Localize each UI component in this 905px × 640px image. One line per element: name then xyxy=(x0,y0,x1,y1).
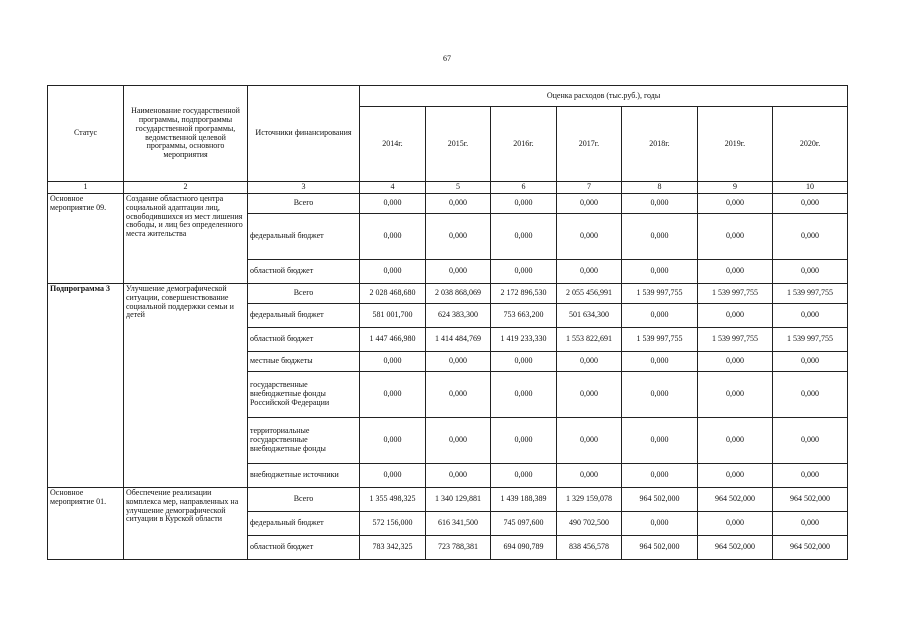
expense-value-cell: 1 340 129,881 xyxy=(426,488,491,512)
expense-value-cell: 0,000 xyxy=(698,464,773,488)
expense-value-cell: 0,000 xyxy=(360,194,426,214)
expense-value-cell: 501 634,300 xyxy=(557,304,622,328)
expense-value-cell: 1 539 997,755 xyxy=(622,284,698,304)
expense-value-cell: 838 456,578 xyxy=(557,536,622,560)
expense-value-cell: 0,000 xyxy=(773,352,848,372)
column-numbers-row xyxy=(48,182,848,194)
expense-value-cell: 0,000 xyxy=(773,372,848,418)
header-year: 2019г. xyxy=(698,107,773,182)
header-name: Наименование государственной программы, подпрограммы государственной программы, ведомственной целевой программы, основного мероприятия xyxy=(124,86,248,182)
expense-value-cell: 0,000 xyxy=(426,352,491,372)
expense-value-cell: 0,000 xyxy=(426,372,491,418)
expense-value-cell: 2 038 868,069 xyxy=(426,284,491,304)
expense-value-cell: 581 001,700 xyxy=(360,304,426,328)
expense-value-cell: 1 553 822,691 xyxy=(557,328,622,352)
funding-source-cell: государственные внебюджетные фонды Российской Федерации xyxy=(248,372,360,418)
expense-value-cell: 1 419 233,330 xyxy=(491,328,557,352)
expense-value-cell: 0,000 xyxy=(622,260,698,284)
header-sources: Источники финансирования xyxy=(248,86,360,182)
expense-value-cell: 0,000 xyxy=(557,372,622,418)
header-year: 2018г. xyxy=(622,107,698,182)
status-cell: Подпрограмма 3 xyxy=(48,284,124,488)
expense-value-cell: 0,000 xyxy=(360,372,426,418)
funding-source-cell: областной бюджет xyxy=(248,536,360,560)
column-number: 7 xyxy=(557,182,622,194)
expense-value-cell: 964 502,000 xyxy=(622,488,698,512)
page-number: 67 xyxy=(443,54,451,63)
expense-value-cell: 1 355 498,325 xyxy=(360,488,426,512)
funding-source-cell: федеральный бюджет xyxy=(248,512,360,536)
column-number: 10 xyxy=(773,182,848,194)
funding-source-cell: Всего xyxy=(248,194,360,214)
funding-source-cell: местные бюджеты xyxy=(248,352,360,372)
expense-value-cell: 616 341,500 xyxy=(426,512,491,536)
expense-value-cell: 1 439 188,389 xyxy=(491,488,557,512)
expense-value-cell: 0,000 xyxy=(426,214,491,260)
expense-value-cell: 1 539 997,755 xyxy=(773,328,848,352)
expense-value-cell: 0,000 xyxy=(773,194,848,214)
expense-value-cell: 694 090,789 xyxy=(491,536,557,560)
expense-value-cell: 0,000 xyxy=(557,418,622,464)
header-year: 2017г. xyxy=(557,107,622,182)
expense-value-cell: 0,000 xyxy=(426,194,491,214)
expense-value-cell: 0,000 xyxy=(698,352,773,372)
expense-value-cell: 0,000 xyxy=(360,260,426,284)
expense-value-cell: 0,000 xyxy=(491,352,557,372)
funding-source-cell: Всего xyxy=(248,284,360,304)
expense-value-cell: 0,000 xyxy=(698,214,773,260)
expense-value-cell: 0,000 xyxy=(698,260,773,284)
expense-value-cell: 1 414 484,769 xyxy=(426,328,491,352)
status-cell: Основное мероприятие 01. xyxy=(48,488,124,560)
column-number: 2 xyxy=(124,182,248,194)
expense-value-cell: 964 502,000 xyxy=(773,536,848,560)
funding-source-cell: федеральный бюджет xyxy=(248,214,360,260)
expense-value-cell: 0,000 xyxy=(698,304,773,328)
expense-value-cell: 624 383,300 xyxy=(426,304,491,328)
table-row xyxy=(48,284,848,304)
expense-value-cell: 2 055 456,991 xyxy=(557,284,622,304)
expense-value-cell: 1 539 997,755 xyxy=(698,328,773,352)
expense-value-cell: 0,000 xyxy=(622,194,698,214)
expense-value-cell: 0,000 xyxy=(491,418,557,464)
expense-value-cell: 490 702,500 xyxy=(557,512,622,536)
expense-value-cell: 753 663,200 xyxy=(491,304,557,328)
expense-value-cell: 0,000 xyxy=(360,418,426,464)
expense-value-cell: 0,000 xyxy=(622,512,698,536)
program-name-cell: Обеспечение реализации комплекса мер, направленных на улучшение демографической ситуации в Курской области xyxy=(124,488,248,560)
expense-value-cell: 723 788,381 xyxy=(426,536,491,560)
expense-value-cell: 0,000 xyxy=(426,260,491,284)
header-year: 2016г. xyxy=(491,107,557,182)
expense-value-cell: 1 447 466,980 xyxy=(360,328,426,352)
expense-value-cell: 0,000 xyxy=(773,464,848,488)
header-year: 2014г. xyxy=(360,107,426,182)
expense-value-cell: 572 156,000 xyxy=(360,512,426,536)
expense-value-cell: 0,000 xyxy=(698,512,773,536)
expense-value-cell: 0,000 xyxy=(360,464,426,488)
expense-value-cell: 964 502,000 xyxy=(698,488,773,512)
header-year: 2015г. xyxy=(426,107,491,182)
expense-value-cell: 1 329 159,078 xyxy=(557,488,622,512)
expense-value-cell: 0,000 xyxy=(698,418,773,464)
expense-value-cell: 964 502,000 xyxy=(622,536,698,560)
expense-value-cell: 0,000 xyxy=(557,352,622,372)
expense-value-cell: 0,000 xyxy=(426,464,491,488)
expense-value-cell: 0,000 xyxy=(557,260,622,284)
expense-value-cell: 0,000 xyxy=(491,464,557,488)
program-name-cell: Улучшение демографической ситуации, совершенствование социальной поддержки семьи и детей xyxy=(124,284,248,488)
expense-value-cell: 0,000 xyxy=(557,214,622,260)
status-cell: Основное мероприятие 09. xyxy=(48,194,124,284)
column-number: 6 xyxy=(491,182,557,194)
funding-source-cell: федеральный бюджет xyxy=(248,304,360,328)
expense-value-cell: 0,000 xyxy=(622,214,698,260)
column-number: 1 xyxy=(48,182,124,194)
expense-value-cell: 0,000 xyxy=(698,194,773,214)
expense-value-cell: 0,000 xyxy=(773,260,848,284)
expense-value-cell: 0,000 xyxy=(622,372,698,418)
expense-value-cell: 1 539 997,755 xyxy=(773,284,848,304)
expense-value-cell: 0,000 xyxy=(491,372,557,418)
expense-value-cell: 0,000 xyxy=(622,304,698,328)
expense-value-cell: 2 028 468,680 xyxy=(360,284,426,304)
header-estimate: Оценка расходов (тыс.руб.), годы xyxy=(360,86,848,107)
funding-source-cell: территориальные государственные внебюджетные фонды xyxy=(248,418,360,464)
expense-value-cell: 0,000 xyxy=(773,418,848,464)
expense-value-cell: 783 342,325 xyxy=(360,536,426,560)
expense-value-cell: 0,000 xyxy=(360,214,426,260)
expense-value-cell: 0,000 xyxy=(622,352,698,372)
expense-value-cell: 0,000 xyxy=(622,418,698,464)
expense-value-cell: 1 539 997,755 xyxy=(622,328,698,352)
expense-value-cell: 2 172 896,530 xyxy=(491,284,557,304)
table-row xyxy=(48,488,848,512)
expense-value-cell: 0,000 xyxy=(557,464,622,488)
expense-value-cell: 0,000 xyxy=(491,194,557,214)
expense-value-cell: 0,000 xyxy=(557,194,622,214)
funding-source-cell: Всего xyxy=(248,488,360,512)
header-status: Статус xyxy=(48,86,124,182)
expense-value-cell: 1 539 997,755 xyxy=(698,284,773,304)
column-number: 9 xyxy=(698,182,773,194)
table-row xyxy=(48,194,848,214)
expense-value-cell: 0,000 xyxy=(698,372,773,418)
program-name-cell: Создание областного центра социальной адаптации лиц, освободившихся из мест лишения свободы, и лиц без определенного места жительства xyxy=(124,194,248,284)
expense-value-cell: 0,000 xyxy=(491,214,557,260)
column-number: 8 xyxy=(622,182,698,194)
expense-value-cell: 0,000 xyxy=(622,464,698,488)
expense-value-cell: 0,000 xyxy=(360,352,426,372)
funding-source-cell: внебюджетные источники xyxy=(248,464,360,488)
header-year: 2020г. xyxy=(773,107,848,182)
expense-value-cell: 964 502,000 xyxy=(773,488,848,512)
expense-value-cell: 745 097,600 xyxy=(491,512,557,536)
expense-value-cell: 964 502,000 xyxy=(698,536,773,560)
column-number: 4 xyxy=(360,182,426,194)
budget-table xyxy=(47,85,848,560)
expense-value-cell: 0,000 xyxy=(426,418,491,464)
column-number: 5 xyxy=(426,182,491,194)
funding-source-cell: областной бюджет xyxy=(248,260,360,284)
expense-value-cell: 0,000 xyxy=(773,214,848,260)
expense-value-cell: 0,000 xyxy=(773,304,848,328)
funding-source-cell: областной бюджет xyxy=(248,328,360,352)
expense-value-cell: 0,000 xyxy=(773,512,848,536)
expense-value-cell: 0,000 xyxy=(491,260,557,284)
column-number: 3 xyxy=(248,182,360,194)
